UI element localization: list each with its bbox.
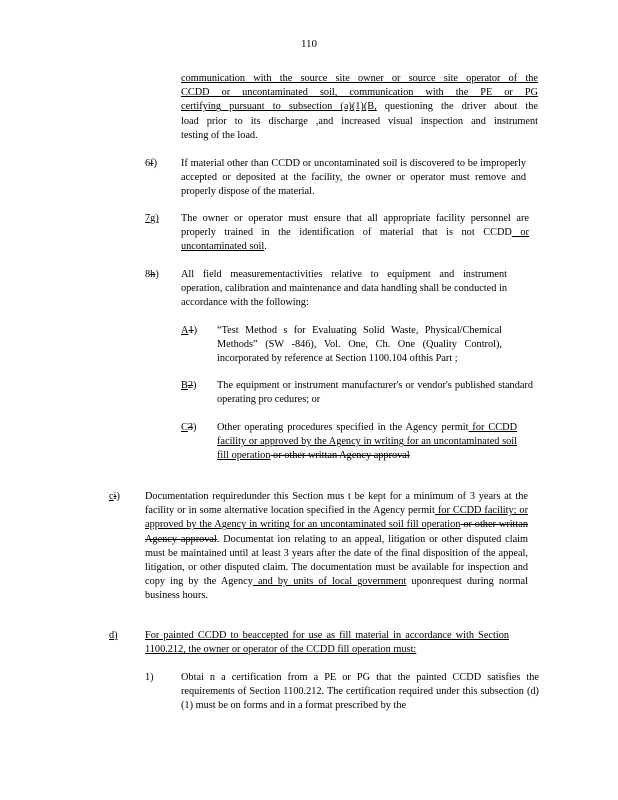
deleted-text: 1 xyxy=(188,325,194,336)
item-label-8: 8h) xyxy=(145,269,159,280)
inserted-text: B xyxy=(181,380,188,391)
inserted-text: CCDD or uncontaminated soil, communication with the PE or PG xyxy=(181,87,538,99)
item-8-text: All field measurementactivities relative to equipment and instrument operation, calibration and maintenance and data handling shall be conducted in accordance with the following: xyxy=(181,269,507,309)
inserted-text: communication with the source site owner or source site operator of the xyxy=(181,73,538,84)
paragraph-text: load prior to its discharge ,and increased visual inspection and instrument xyxy=(181,115,538,127)
subitem-label-b: B2) xyxy=(181,380,197,391)
continuation-paragraph xyxy=(181,72,538,143)
item-label-7: 7g) xyxy=(145,213,159,224)
item-6-text: If material other than CCDD or uncontaminated soil is discovered to be improperly accepted or deposited at the facility, the owner or operator must remove and properly dispose of the material. xyxy=(181,158,526,198)
deleted-text: h xyxy=(150,269,156,280)
item-7-text: The owner or operator must ensure that all appropriate facility personnel are properly trained in the identification of material that is not CCDD or uncontaminated soil. xyxy=(181,213,529,253)
item-c-text: Documentation requiredunder this Section mus t be kept for a minimum of 3 years at the facility or in some alternative location specified in the Agency permit for CCDD facility; or approved by the Agency in writing for an uncontaminated soil fill operation or other writtan Agency approval. Documentat ion relating to an appeal, litigation or other disputed claim must be maintained until at least 3 years after the date of the final disposition of the appeal, litigation, or other disputed claim. The documentation must be available for inspection and copy ing by the Agency and by units of local government uponrequest during normal business hours. xyxy=(145,491,529,602)
inserted-text: for CCDD facility; or approved by the Agency in writing for an uncontaminated soil fill operation xyxy=(145,505,529,531)
subitem-label-d1: 1) xyxy=(145,672,154,683)
inserted-text: and by units of local government xyxy=(252,576,407,588)
deleted-text: 2 xyxy=(187,380,194,391)
inserted-text: C xyxy=(181,422,188,433)
page-number: 110 xyxy=(300,38,318,50)
deleted-text: or other writtan Agency approval xyxy=(145,519,529,545)
deleted-text: or other writtan Agency approval xyxy=(270,450,410,462)
deleted-text: i xyxy=(113,491,117,502)
subitem-d1-text: Obtai n a certification from a PE or PG that the painted CCDD satisfies the requirements of Section 1100.212. The certification required under this subsection (d)(1) must be on forms and in a format prescribed by the xyxy=(181,672,539,712)
deleted-text: 3 xyxy=(187,422,194,433)
inserted-text: g xyxy=(150,213,156,224)
paragraph-text: questioning the driver about the xyxy=(376,101,539,113)
subitem-b-text: The equipment or instrument manufacturer's or vendor's published standard operating pro cedures; or xyxy=(217,380,533,406)
deleted-text: f xyxy=(150,158,154,169)
item-label-6: 6f) xyxy=(145,158,158,169)
item-label-d: d) xyxy=(109,630,118,641)
subitem-a-text: “Test Method s for Evaluating Solid Waste, Physical/Chemical Methods” (SW -846), Vol. One, Ch. One (Quality Control), incorporated by reference at Section 1100.104 ofthis Part ; xyxy=(217,325,502,365)
subitem-label-a: A1) xyxy=(181,325,198,336)
subitem-label-c: C3) xyxy=(181,422,197,433)
inserted-text: c xyxy=(109,491,114,502)
subitem-c-text: Other operating procedures specified in the Agency permit for CCDD facility or approved by the Agency in writing for an uncontaminated soil fill operation or other writtan Agency approval xyxy=(217,422,518,462)
paragraph-text: testing of the load. xyxy=(181,129,258,141)
inserted-text: or uncontaminated soil xyxy=(181,227,529,253)
inserted-text: A xyxy=(181,325,189,336)
item-d-text xyxy=(145,629,509,657)
inserted-text: for CCDD facility or approved by the Agency in writing for an uncontaminated soil fill operation xyxy=(217,422,518,462)
item-label-c: ci) xyxy=(109,491,120,502)
inserted-text: For painted CCDD to beaccepted for use as fill material in accordance with Section 1100.212, the owner or operator of the CCDD fill operation must: xyxy=(145,630,509,656)
inserted-text: certifying pursuant to subsection (a)(1)(B, xyxy=(181,101,377,113)
